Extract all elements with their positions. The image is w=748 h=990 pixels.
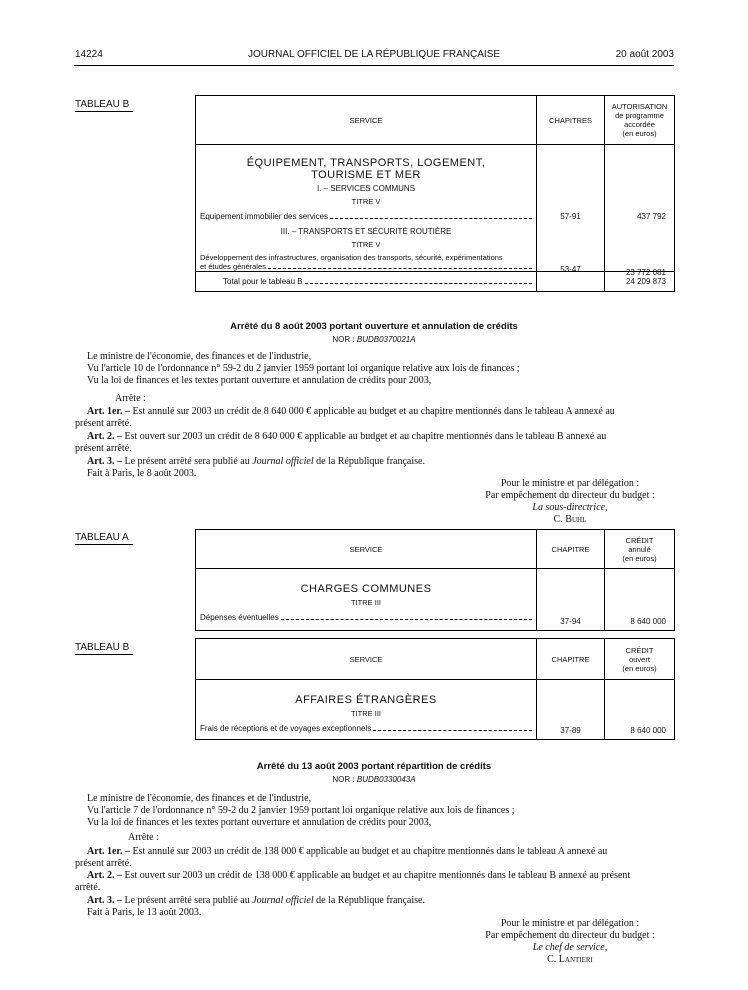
chapitre-value: 37-94 [537,569,605,631]
arrete-title: Arrêté du 8 août 2003 portant ouverture et annulation de crédits [230,321,518,332]
section-title: ÉQUIPEMENT, TRANSPORTS, LOGEMENT, [246,157,486,169]
article-3: Art. 3. – Le présent arrêté sera publié au Journal officiel de la République française. [87,895,425,906]
amount-value: 23 772 081 [625,268,666,277]
subsection: I. – SERVICES COMMUNS [316,184,416,193]
col-credit-header: CRÉDIT annulé (en euros) [605,530,675,569]
section-title: AFFAIRES ÉTRANGÈRES [295,694,437,706]
article-2: Art. 2. – Est ouvert sur 2003 un crédit de 8 640 000 € applicable au budget et au chapitre mentionnés dans le tableau B annexé au présent arrêté. [75,431,607,454]
col-service-header: SERVICE [196,96,537,145]
table-a-charges [195,529,675,631]
col-chapitre-header: CHAPITRE [537,530,605,569]
line-item: Dépenses éventuelles [200,613,532,622]
line-item-text: Développement des infrastructures, organisation des transports, sécurité, expérimentations [200,253,503,262]
preamble-line: Vu l'article 10 de l'ordonnance n° 59-2 du 2 janvier 1959 portant loi organique relative aux lois de finances ; [87,363,520,374]
chapitre-value: 37-89 [537,680,605,740]
fait-a-paris: Fait à Paris, le 8 août 2003. [87,468,197,479]
article-2: Art. 2. – Est ouvert sur 2003 un crédit de 138 000 € applicable au budget et au chapitre mentionnés dans le tableau B annexé au présent arrêté. [75,870,631,893]
nor-reference: NOR : BUDB0370021A [332,335,416,344]
line-item: Equipement immobilier des services [200,212,532,221]
amount-value: 8 640 000 [605,569,675,631]
arrete-title: Arrêté du 13 août 2003 portant répartition de crédits [256,761,492,772]
col-service-header: SERVICE [196,639,537,680]
article-1: Art. 1er. – Est annulé sur 2003 un crédit de 138 000 € applicable au budget et au chapitre mentionnés dans le tableau A annexé au présent arrêté. [75,846,608,869]
signature-block: Pour le ministre et par délégation : Par empêchement du directeur du budget : Le chef de service, C. Lantieri [485,918,655,965]
col-chapitres-header: CHAPITRES [537,96,605,145]
article-3: Art. 3. – Le présent arrêté sera publié au Journal officiel de la République française. [87,456,425,467]
preamble-line: Le ministre de l'économie, des finances et de l'industrie, [87,351,312,362]
page-date: 20 août 2003 [615,49,674,60]
line-item: et études générales [200,262,532,271]
journal-title: JOURNAL OFFICIEL DE LA RÉPUBLIQUE FRANÇAISE [247,49,501,60]
preamble-line: Vu la loi de finances et les textes portant ouverture et annulation de crédits pour 2003, [87,375,432,386]
titre: TITRE V [351,197,381,206]
col-credit-header: CRÉDIT ouvert (en euros) [605,639,675,680]
titre: TITRE V [351,240,381,249]
line-item: Frais de réceptions et de voyages exceptionnels [200,724,532,733]
titre: TITRE III [351,598,381,607]
preamble-line: Le ministre de l'économie, des finances et de l'industrie, [87,793,312,804]
article-1: Art. 1er. – Est annulé sur 2003 un crédit de 8 640 000 € applicable au budget et au chapitre mentionnés dans le tableau A annexé au présent arrêté. [75,406,615,429]
col-chapitre-header: CHAPITRE [537,639,605,680]
preamble-line: Vu la loi de finances et les textes portant ouverture et annulation de crédits pour 2003, [87,817,432,828]
arrete-word: Arrête : [115,393,146,404]
table-b-equipement [195,95,675,292]
preamble-line: Vu l'article 7 de l'ordonnance n° 59-2 du 2 janvier 1959 portant loi organique relative aux lois de finances ; [87,805,515,816]
section-title: CHARGES COMMUNES [300,583,432,595]
section-title-2: TOURISME ET MER [311,169,421,181]
header-rule [74,65,674,66]
arrete-word: Arrête : [128,832,159,843]
titre: TITRE III [351,709,381,718]
total-line: Total pour le tableau B [223,277,532,286]
table-label: TABLEAU A [75,532,133,545]
total-value: 24 209 873 [605,272,675,292]
chapitre-value: 53-47 [560,265,581,274]
subsection: III. – TRANSPORTS ET SÉCURITÉ ROUTIÈRE [280,227,452,236]
nor-reference: NOR : BUDB0330043A [332,775,416,784]
signature-block: Pour le ministre et par délégation : Par empêchement du directeur du budget : La sous-directrice, C. Buhl [485,478,655,525]
chapitre-value: 57-91 [560,212,581,221]
col-service-header: SERVICE [196,530,537,569]
table-label: TABLEAU B [75,99,133,112]
fait-a-paris: Fait à Paris, le 13 août 2003. [87,907,202,918]
table-label: TABLEAU B [75,642,133,655]
amount-value: 8 640 000 [605,680,675,740]
col-autorisation-header: AUTORISATION de programme accordée (en euros) [605,96,675,145]
page-number: 14224 [75,49,103,60]
table-b-affaires [195,638,675,740]
amount-value: 437 792 [637,212,666,221]
